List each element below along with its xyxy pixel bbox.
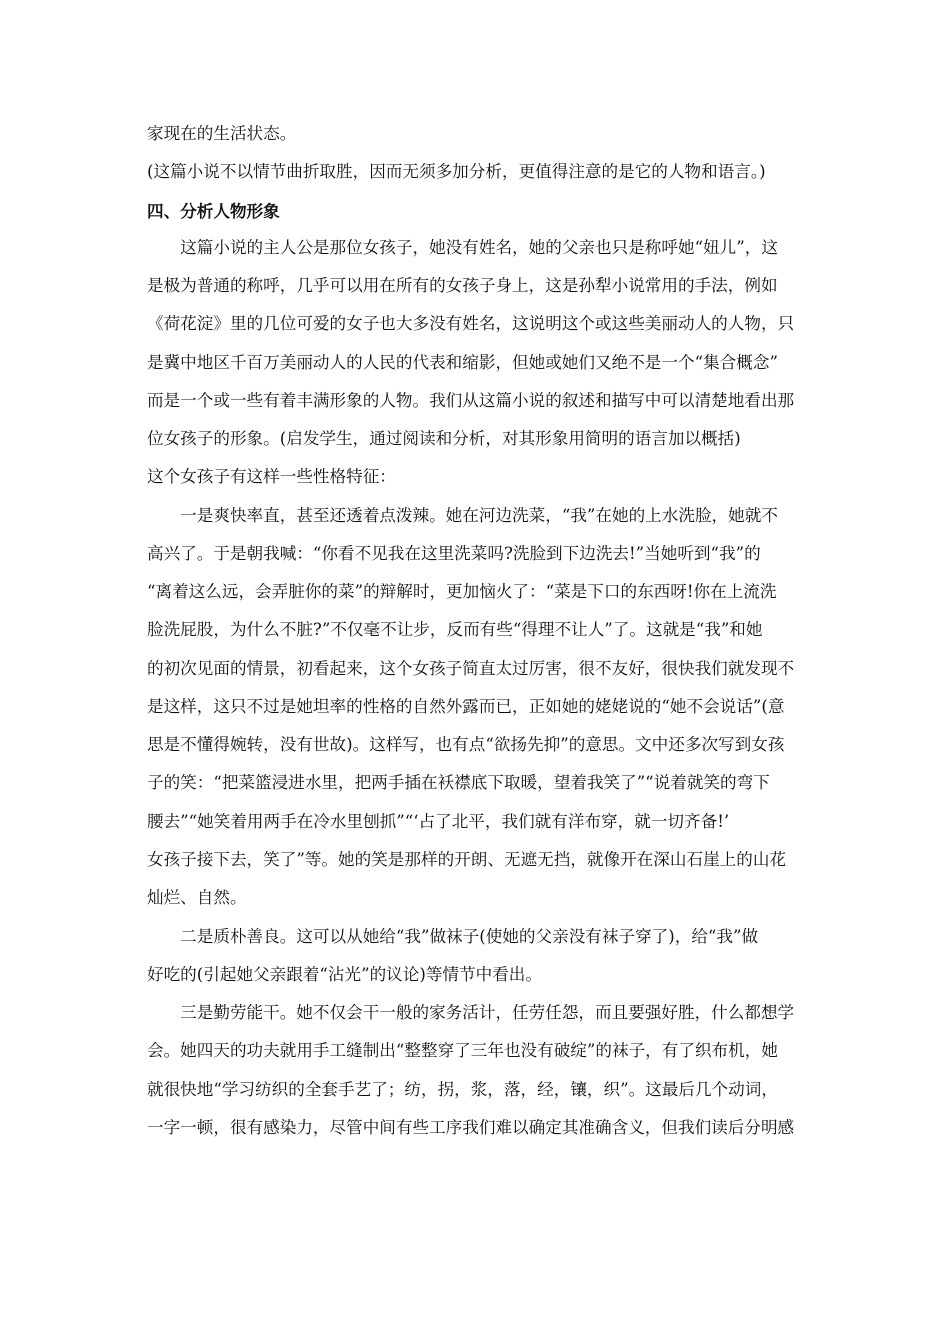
text-line: 二是质朴善良。这可以从她给“我”做袜子(使她的父亲没有袜子穿了)，给“我”做 [147, 927, 759, 946]
section-heading: 四、分析人物形象 [147, 201, 280, 221]
text-line: 脸洗屁股，为什么不脏?”不仅毫不让步，反而有些“得理不让人”了。这就是“我”和她 [147, 620, 763, 639]
text-line: 高兴了。于是朝我喊：“你看不见我在这里洗菜吗?洗脸到下边洗去!”当她听到“我”的 [147, 544, 761, 563]
text-line: 三是勤劳能干。她不仅会干一般的家务活计，任劳任怨，而且要强好胜，什么都想学 [147, 1003, 795, 1022]
text-line: 好吃的(引起她父亲跟着“沾光”的议论)等情节中看出。 [147, 965, 542, 984]
text-line: 的初次见面的情景，初看起来，这个女孩子简直太过厉害，很不友好，很快我们就发现不 [147, 659, 795, 678]
text-line: 家现在的生活状态。 [147, 124, 297, 143]
text-line: 《荷花淀》里的几位可爱的女子也大多没有姓名，这说明这个或这些美丽动人的人物，只 [147, 314, 795, 333]
text-line: 思是不懂得婉转，没有世故)。这样写，也有点“欲扬先抑”的意思。文中还多次写到女孩 [147, 735, 785, 754]
text-line: (这篇小说不以情节曲折取胜，因而无须多加分析，更值得注意的是它的人物和语言。) [147, 162, 766, 181]
text-line: 是这样，这只不过是她坦率的性格的自然外露而已，正如她的姥姥说的“她不会说话”(意 [147, 697, 785, 716]
text-line: 就很快地“学习纺织的全套手艺了；纺，拐，浆，落，经，镶，织”。这最后几个动词， [147, 1080, 778, 1099]
text-line: 位女孩子的形象。(启发学生，通过阅读和分析，对其形象用简明的语言加以概括) [147, 429, 741, 448]
text-line: 子的笑：“把菜篮浸进水里，把两手插在袄襟底下取暖，望着我笑了”“说着就笑的弯下 [147, 773, 770, 792]
text-line: 而是一个或一些有着丰满形象的人物。我们从这篇小说的叙述和描写中可以清楚地看出那 [147, 391, 795, 410]
text-line: 女孩子接下去，笑了”等。她的笑是那样的开朗、无遮无挡，就像开在深山石崖上的山花 [147, 850, 787, 869]
text-line: “离着这么远，会弄脏你的菜”的辩解时，更加恼火了：“菜是下口的东西呀!你在上流洗 [147, 582, 777, 601]
text-line: 是极为普通的称呼，几乎可以用在所有的女孩子身上，这是孙犁小说常用的手法，例如 [147, 276, 778, 295]
text-line: 这个女孩子有这样一些性格特征： [147, 467, 396, 486]
text-line: 这篇小说的主人公是那位女孩子，她没有姓名，她的父亲也只是称呼她“妞儿”，这 [147, 238, 778, 257]
text-line: 一是爽快率直，甚至还透着点泼辣。她在河边洗菜，“我”在她的上水洗脸，她就不 [147, 506, 778, 525]
text-line: 一字一顿，很有感染力，尽管中间有些工序我们难以确定其准确含义，但我们读后分明感 [147, 1118, 795, 1137]
text-line: 腰去”“她笑着用两手在冷水里刨抓”“‘占了北平，我们就有洋布穿，就一切齐备!’ [147, 812, 730, 831]
text-line: 灿烂、自然。 [147, 888, 247, 907]
text-line: 是冀中地区千百万美丽动人的人民的代表和缩影，但她或她们又绝不是一个“集合概念” [147, 353, 778, 372]
text-line: 会。她四天的功夫就用手工缝制出“整整穿了三年也没有破绽”的袜子，有了织布机，她 [147, 1041, 778, 1060]
